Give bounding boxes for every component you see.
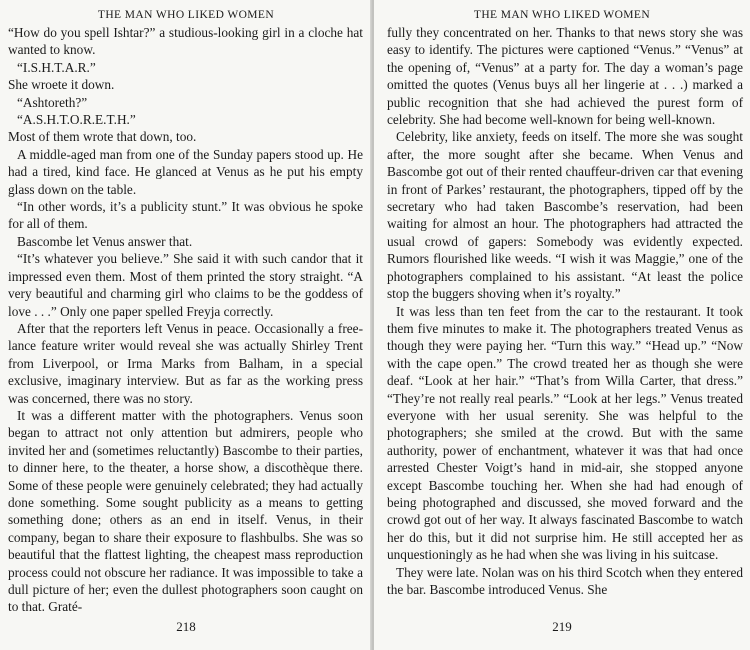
paragraph: Celebrity, like anxiety, feeds on itself. The more she was sought after, the more sought after she became. When Venus and Bascombe got out of their rented chauffeur-driven car that evening in front of Parkes’ restaurant, the photographers, tipped off by the secretary who had taken Bascombe’s reservation, had been waiting for almost an hour. The photographers had attracted the usual crowd of gapers: Somebody was evidently expected. Rumors flourished like weeds. “I wish it was Maggie,” one of the photographers complained to his assistant. “At least the police stop the buggers shoving when it’s royalty.” xyxy=(387,129,743,302)
page-number: 218 xyxy=(176,619,196,634)
paragraph: Most of them wrote that down, too. xyxy=(8,129,197,145)
running-header: THE MAN WHO LIKED WOMEN xyxy=(473,9,651,21)
paragraph: “In other words, it’s a publicity stunt.” It was obvious he spoke for all of them. xyxy=(8,199,363,232)
left-page xyxy=(0,0,372,650)
page-body xyxy=(8,24,363,616)
paragraph: A middle-aged man from one of the Sunday papers stood up. He had a tired, kind face. He glanced at Venus as he put his empty glass down on the table. xyxy=(8,146,363,197)
paragraph: It was less than ten feet from the car to the restaurant. It took them five minutes to make it. The photographers treated Venus as though they were paying her. “Turn this way.” “Head up.” “Now with the cape open.” The crowd treated her as though she were deaf. “Look at her hair.” “That’s from Willa Carter, that dress.” “They’re not really real pearls.” “Look at her legs.” Venus treated everyone with her usual serenity. She was helpful to the photographers; she smiled at the crowd. But with the same authority, power of enchantment, whatever it was that had once arrested Chester Voigt’s hand in mid-air, she stopped anyone except Bascombe touching her. When she had had enough of being photographed and discussed, she moved forward and the crowd got out of her way. It always fascinated Bascombe to watch her do this, but it did not surprise him. He still accepted her as unquestioningly as he had when she was living in his suitcase. xyxy=(387,303,743,563)
paragraph: fully they concentrated on her. Thanks to that news story she was easy to identify. The pictures were captioned “Venus.” “Venus” at the opening of, “Venus” at a party for. The day a woman’s page omitted the quotes (Venus buys all her lingerie at . . .) marked a public recognition that she had achieved the purest form of celebrity. She had become well-known for being well-known. xyxy=(387,25,743,128)
paragraph: “Ashtoreth?” xyxy=(17,94,88,110)
paragraph: “How do you spell Ishtar?” a studious-looking girl in a cloche hat wanted to know. xyxy=(8,25,363,58)
paragraph: She wroete it down. xyxy=(8,77,115,93)
page-body xyxy=(387,24,743,598)
paragraph: “A.S.H.T.O.R.E.T.H.” xyxy=(17,112,136,128)
paragraph: “I.S.H.T.A.R.” xyxy=(17,59,96,75)
paragraph: Bascombe let Venus answer that. xyxy=(17,233,193,249)
paragraph: It was a different matter with the photographers. Venus soon began to attract not only attention but admirers, people who invited her and (sometimes reluctantly) Bascombe to their parties, to dinner here, to the theater, a horse show, a discothèque there. Some of these people were genuinely celebrated; they had actually done something. Some sought publicity as a means to getting something done; others as an end in itself. Venus, in their company, began to share their exposure to flashbulbs. She was so beautiful that the flattest lighting, the cheapest mass reproduction process could not obscure her radiance. It was impossible to take a dull picture of her; even the dullest photographers soon caught on to that. Graté- xyxy=(8,407,363,615)
running-header: THE MAN WHO LIKED WOMEN xyxy=(97,9,275,21)
paragraph: They were late. Nolan was on his third Scotch when they entered the bar. Bascombe introduced Venus. She xyxy=(387,564,743,597)
page-number: 219 xyxy=(552,619,572,634)
right-page xyxy=(374,0,750,650)
paragraph: After that the reporters left Venus in peace. Occasionally a free-lance feature writer would reveal she was actually Shirley Trent from Liverpool, or Irma Marks from Balham, in a special exclusive, imaginary interview. But as far as the working press was concerned, there was no story. xyxy=(8,320,363,406)
paragraph: “It’s whatever you believe.” She said it with such candor that it impressed even them. Most of them printed the story straight. “A very beautiful and charming girl who claims to be the goddess of love . . .” Only one paper spelled Freyja correctly. xyxy=(8,251,363,319)
